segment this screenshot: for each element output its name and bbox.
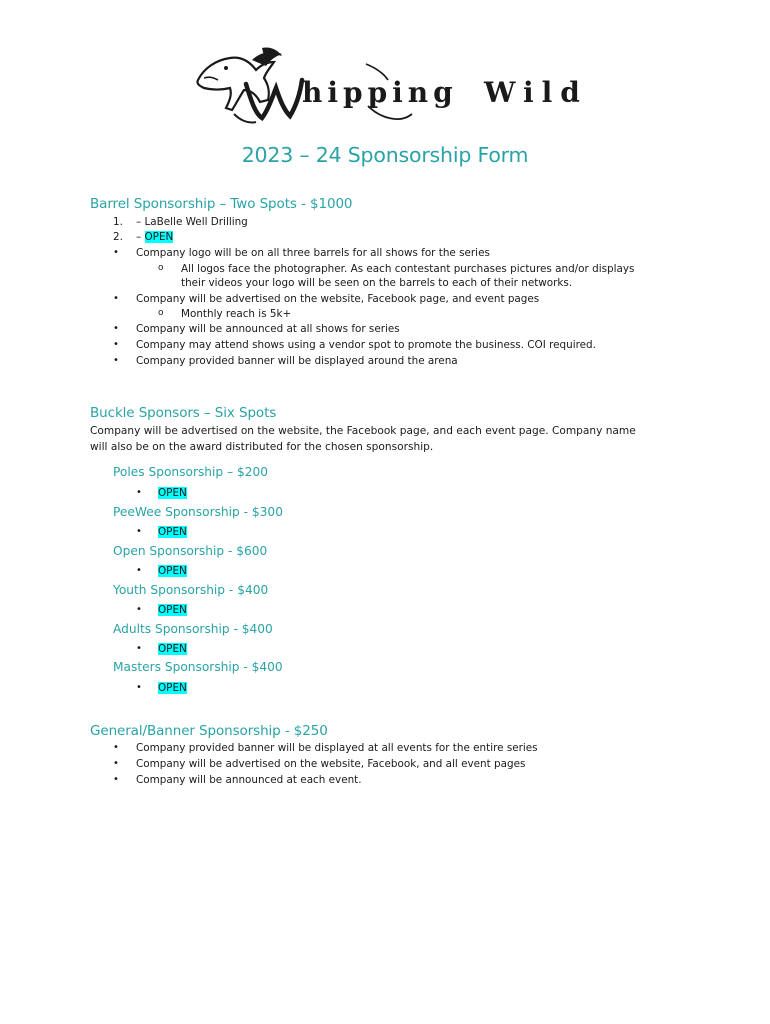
poles-status [158,487,187,499]
barrel-bullet-1: Company logo will be on all three barrels for all shows for the series [136,247,490,259]
bullet-icon: • [113,355,119,366]
form-title: 2023 – 24 Sponsorship Form [241,143,529,167]
open-status [158,565,187,577]
masters-sponsorship-title: Masters Sponsorship - $400 [113,660,283,674]
youth-status-open: OPEN [158,604,187,616]
logo-wordmark-hipping: hipping [302,76,458,109]
peewee-sponsorship-title: PeeWee Sponsorship - $300 [113,505,283,519]
bullet-icon: • [136,526,142,537]
barrel-spot-2-text [136,231,173,243]
sub-bullet-icon: o [158,308,164,318]
masters-status [158,682,187,694]
peewee-status [158,526,187,538]
horse-logo-icon [190,44,590,128]
barrel-spot-2-number: 2. [113,231,123,243]
barrel-spot-2-status: OPEN [144,231,174,243]
bullet-icon: • [113,742,119,753]
adults-sponsorship-title: Adults Sponsorship - $400 [113,622,273,636]
bullet-icon: • [113,293,119,304]
bullet-icon: • [113,758,119,769]
general-bullet-2: Company will be advertised on the website, Facebook, and all event pages [136,758,526,770]
youth-sponsorship-title: Youth Sponsorship - $400 [113,583,269,597]
barrel-bullet-3: Company will be announced at all shows for series [136,323,400,335]
buckle-description-line-2: will also be on the award distributed for the chosen sponsorship. [90,440,434,453]
logo-wordmark-wild: Wild [484,76,588,109]
bullet-icon: • [113,774,119,785]
buckle-description-line-1: Company will be advertised on the website, the Facebook page, and each event page. Company name [90,425,636,437]
adults-status-open: OPEN [158,643,187,655]
bullet-icon: • [136,565,142,576]
whipping-wild-logo [190,44,590,128]
buckle-sponsors-heading: Buckle Sponsors – Six Spots [90,405,277,421]
barrel-bullet-5: Company provided banner will be displayed around the arena [136,355,458,367]
barrel-bullet-4: Company may attend shows using a vendor spot to promote the business. COI required. [136,339,596,351]
masters-status-open: OPEN [158,682,187,694]
bullet-icon: • [136,604,142,615]
peewee-status-open: OPEN [158,526,187,538]
barrel-spot-1-number: 1. [113,216,123,228]
buckle-description [90,424,690,455]
barrel-sponsorship-heading: Barrel Sponsorship – Two Spots - $1000 [90,196,353,212]
barrel-spot-1-text: – LaBelle Well Drilling [136,216,248,228]
general-bullet-1: Company provided banner will be displayed at all events for the entire series [136,742,538,754]
general-banner-heading: General/Banner Sponsorship - $250 [90,723,328,739]
barrel-spot-2-prefix: – [136,231,145,243]
barrel-bullet-2: Company will be advertised on the website, Facebook page, and event pages [136,293,540,305]
general-bullet-3: Company will be announced at each event. [136,774,362,786]
sub-bullet-icon: o [158,263,164,273]
bullet-icon: • [136,682,142,693]
barrel-sub-bullet-2: Monthly reach is 5k+ [181,308,292,320]
poles-status-open: OPEN [158,487,187,499]
bullet-icon: • [136,643,142,654]
barrel-sub-bullet-1-line-1: All logos face the photographer. As each contestant purchases pictures and/or displays [181,263,635,275]
open-sponsorship-title: Open Sponsorship - $600 [113,544,268,558]
open-status-open: OPEN [158,565,187,577]
bullet-icon: • [113,339,119,350]
adults-status [158,643,187,655]
bullet-icon: • [113,247,119,258]
barrel-sub-bullet-1-line-2: their videos your logo will be seen on the barrels to each of their networks. [181,277,573,289]
bullet-icon: • [113,323,119,334]
poles-sponsorship-title: Poles Sponsorship – $200 [113,465,269,479]
youth-status [158,604,187,616]
bullet-icon: • [136,487,142,498]
